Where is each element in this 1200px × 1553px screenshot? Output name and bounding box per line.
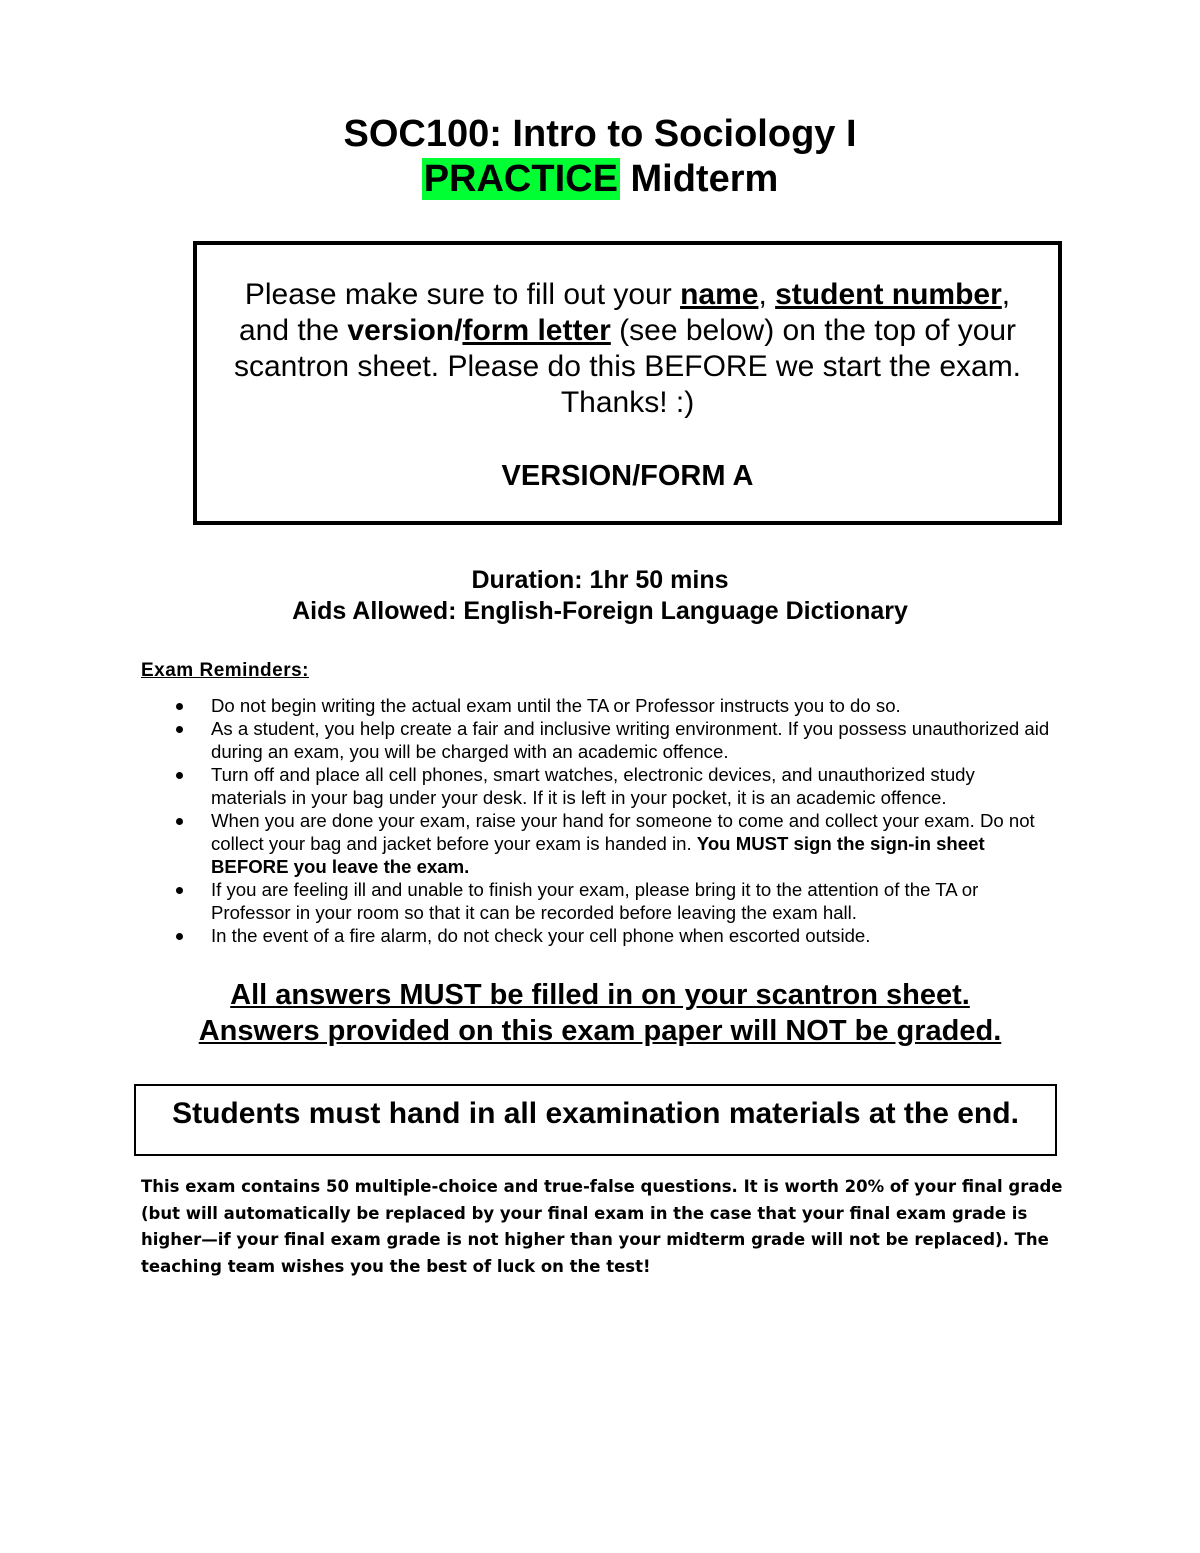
list-item (173, 763, 1053, 809)
list-item (173, 809, 1053, 878)
reminder-text: Turn off and place all cell phones, smart watches, electronic devices, and unauthorized study materials in your bag under your desk. If it is left in your pocket, it is an academic offence. (211, 764, 975, 808)
aids-text: Aids Allowed: English-Foreign Language Dictionary (292, 597, 908, 625)
list-item (173, 924, 1053, 947)
bullet-icon (176, 772, 183, 779)
hand-in-text: Students must hand in all examination materials at the end. (172, 1097, 1019, 1130)
course-title: SOC100: Intro to Sociology I (343, 113, 857, 155)
reminder-text: In the event of a fire alarm, do not check your cell phone when escorted outside. (211, 925, 871, 946)
bullet-icon (176, 818, 183, 825)
reminder-bold-text: You MUST sign the sign-in sheet BEFORE you leave the exam. (211, 833, 985, 877)
version-emphasis: version/ (347, 314, 463, 347)
practice-highlight: PRACTICE (423, 158, 618, 200)
answers-notice-line2: Answers provided on this exam paper will NOT be graded. (198, 1015, 1002, 1047)
bullet-icon (176, 726, 183, 733)
exam-subtitle (0, 157, 1200, 201)
reminders-list (173, 694, 1053, 947)
hand-in-box (134, 1084, 1057, 1156)
instruction-box (193, 241, 1062, 525)
instruction-part2: , and the (238, 278, 1011, 347)
instruction-part3: (see below) on the top of your scantron sheet. Please do this BEFORE we start the exam. Thanks! :) (233, 314, 1022, 419)
form-letter-emphasis: form letter (462, 314, 611, 347)
final-note: This exam contains 50 multiple-choice and true-false questions. It is worth 20% of your final grade (but will automatically be replaced by your final exam in the case that your final exam grade is higher—if your final exam grade is not higher than your midterm grade will not be replaced). The teaching team wishes you the best of luck on the test! (141, 1177, 1063, 1276)
bullet-icon (176, 887, 183, 894)
answers-notice-line1: All answers MUST be filled in on your scantron sheet. (230, 979, 970, 1011)
bullet-icon (176, 703, 183, 710)
list-item (173, 717, 1053, 763)
instruction-part1: Please make sure to fill out your (244, 278, 681, 311)
reminder-text: Do not begin writing the actual exam until the TA or Professor instructs you to do so. (211, 695, 901, 716)
reminders-heading: Exam Reminders: (141, 660, 310, 681)
instruction-comma: , (758, 278, 776, 311)
duration-text: Duration: 1hr 50 mins (471, 566, 729, 594)
instruction-text (227, 277, 1028, 421)
student-number-emphasis: student number (775, 278, 1002, 311)
bullet-icon (176, 933, 183, 940)
reminder-text: When you are done your exam, raise your hand for someone to come and collect your exam. Do not collect your bag and jacket before your exam is handed in. (211, 810, 1035, 854)
name-emphasis: name (680, 278, 759, 311)
list-item (173, 878, 1053, 924)
midterm-label: Midterm (630, 158, 779, 200)
version-form-label: VERSION/FORM A (501, 460, 754, 492)
reminder-text: If you are feeling ill and unable to finish your exam, please bring it to the attention of the TA or Professor in your room so that it can be recorded before leaving the exam hall. (211, 879, 979, 923)
list-item (173, 694, 1053, 717)
reminder-text: As a student, you help create a fair and inclusive writing environment. If you possess unauthorized aid during an exam, you will be charged with an academic offence. (211, 718, 1050, 762)
